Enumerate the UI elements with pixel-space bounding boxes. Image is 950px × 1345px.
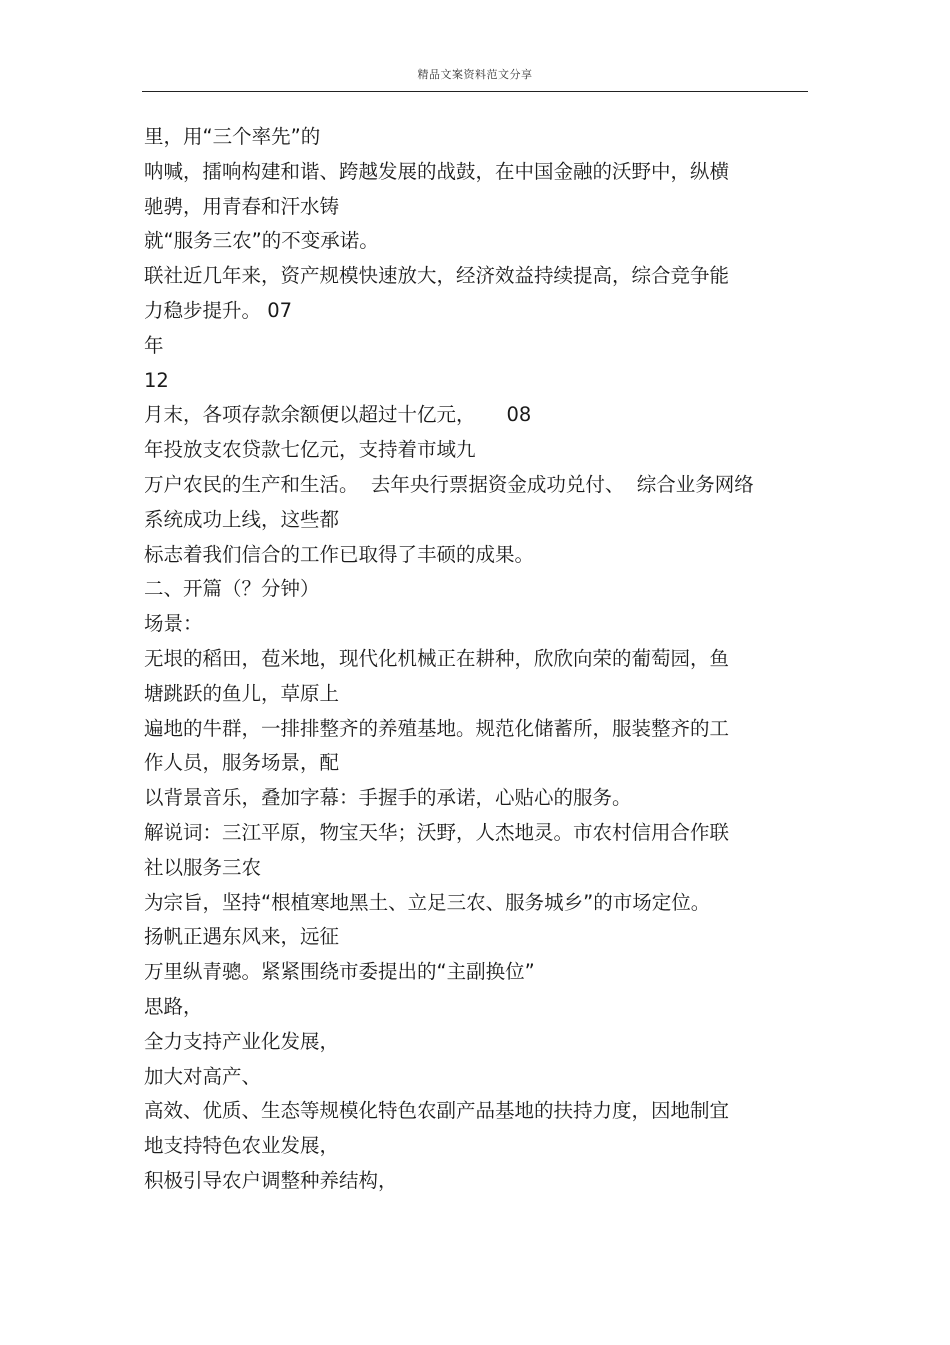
text-line: 加大对高产、 (144, 1064, 262, 1088)
text-line: 驰骋，用青春和汗水铸 (144, 194, 340, 218)
text-line: 积极引导农户调整种养结构， (144, 1168, 398, 1192)
text-line: 月末，各项存款余额便以超过十亿元， 08 (144, 403, 532, 427)
text-line: 扬帆正遇东风来，远征 (144, 925, 340, 949)
text-line: 里，用“三个率先”的 (144, 125, 321, 148)
text-line: 联社近几年来，资产规模快速放大，经济效益持续提高，综合竞争能 (144, 264, 730, 288)
text-line: 年 (144, 333, 164, 357)
page-header: 精品文案资料范文分享 (417, 68, 533, 81)
text-line: 万户农民的生产和生活。 去年央行票据资金成功兑付、 综合业务网络 (144, 472, 754, 496)
header-divider (142, 91, 808, 92)
text-line: 12 (144, 368, 169, 392)
text-line: 力稳步提升。 07 (144, 298, 293, 322)
section-heading: 二、开篇（？分钟） (144, 577, 320, 601)
text-line: 呐喊，擂响构建和谐、跨越发展的战鼓，在中国金融的沃野中，纵横 (144, 159, 730, 183)
text-line: 场景： (144, 612, 203, 636)
text-line: 遍地的牛群，一排排整齐的养殖基地。规范化储蓄所，服装整齐的工 (144, 716, 730, 740)
text-line: 标志着我们信合的工作已取得了丰硕的成果。 (144, 542, 535, 566)
text-line: 高效、优质、生态等规模化特色农副产品基地的扶持力度，因地制宜 (144, 1099, 730, 1123)
document-body (144, 120, 808, 1199)
text-line: 就“服务三农”的不变承诺。 (144, 229, 379, 253)
text-line: 塘跳跃的鱼儿，草原上 (144, 681, 340, 705)
text-line: 思路， (144, 994, 203, 1018)
text-line: 地支持特色农业发展， (144, 1134, 340, 1158)
text-line: 万里纵青骢。紧紧围绕市委提出的“主副换位” (144, 960, 535, 984)
text-line: 系统成功上线，这些都 (144, 507, 340, 531)
text-line: 解说词：三江平原，物宝天华；沃野，人杰地灵。市农村信用合作联 (144, 820, 730, 844)
text-line: 年投放支农贷款七亿元，支持着市域九 (144, 438, 476, 462)
text-line: 作人员，服务场景，配 (144, 751, 340, 775)
text-line: 为宗旨，坚持“根植寒地黑土、立足三农、服务城乡”的市场定位。 (144, 890, 711, 914)
text-line: 以背景音乐，叠加字幕：手握手的承诺，心贴心的服务。 (144, 786, 632, 810)
text-line: 全力支持产业化发展， (144, 1029, 340, 1053)
text-line: 无垠的稻田，苞米地，现代化机械正在耕种，欣欣向荣的葡萄园，鱼 (144, 646, 730, 670)
text-line: 社以服务三农 (144, 855, 262, 879)
